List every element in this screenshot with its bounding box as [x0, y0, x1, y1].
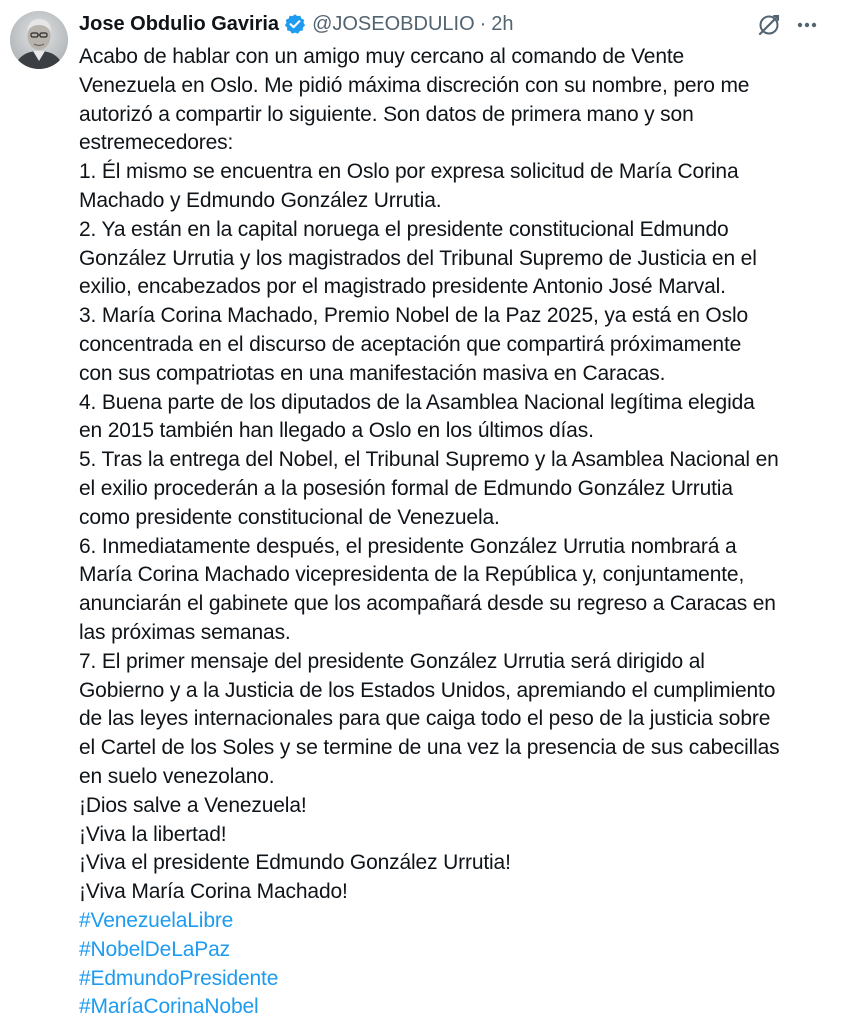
tweet-text-line: autorizó a compartir lo siguiente. Son datos de primera mano y son	[79, 102, 694, 126]
verified-badge-icon[interactable]	[284, 13, 306, 35]
tweet-text-line: de las leyes internacionales para que caiga todo el peso de la justicia sobre	[79, 707, 771, 731]
tweet-text	[79, 43, 831, 1022]
tweet-text-line: con sus compatriotas en una manifestación masiva en Caracas.	[79, 361, 666, 385]
tweet-text-line: Gobierno y a la Justicia de los Estados Unidos, apremiando el cumplimiento	[79, 678, 776, 702]
tweet-text-line: concentrada en el discurso de aceptación que compartirá próximamente	[79, 332, 742, 356]
tweet-text-line: 7. El primer mensaje del presidente González Urrutia será dirigido al	[79, 649, 705, 673]
tweet-text-line: 5. Tras la entrega del Nobel, el Tribunal Supremo y la Asamblea Nacional en	[79, 448, 779, 472]
avatar[interactable]	[10, 11, 68, 69]
hashtag-link[interactable]: #EdmundoPresidente	[79, 966, 279, 990]
author-handle[interactable]: @JOSEOBDULIO	[312, 12, 475, 35]
tweet-text-line: anunciarán el gabinete que los acompañará desde su regreso a Caracas en	[79, 592, 776, 616]
tweet-text-line: ¡Viva el presidente Edmundo González Urrutia!	[79, 851, 511, 875]
hashtag-link[interactable]: #MaríaCorinaNobel	[79, 995, 259, 1019]
author-display-name[interactable]: Jose Obdulio Gaviria	[79, 12, 280, 35]
tweet-text-line: María Corina Machado vicepresidenta de la República y, conjuntamente,	[79, 563, 745, 587]
tweet-text-line: las próximas semanas.	[79, 620, 291, 644]
hashtag-link[interactable]: #VenezuelaLibre	[79, 908, 234, 932]
tweet-text-line: 6. Inmediatamente después, el presidente González Urrutia nombrará a	[79, 534, 737, 558]
tweet-text-line: estremecedores:	[79, 131, 234, 155]
tweet-text-line: Acabo de hablar con un amigo muy cercano al comando de Vente	[79, 45, 685, 68]
tweet-text-line: como presidente constitucional de Venezuela.	[79, 505, 500, 529]
separator-dot: ·	[479, 12, 487, 35]
more-options-icon	[794, 12, 820, 38]
tweet-text-line: 4. Buena parte de los diputados de la Asamblea Nacional legítima elegida	[79, 390, 755, 414]
avatar-portrait-icon	[10, 11, 68, 69]
tweet-text-line: Venezuela en Oslo. Me pidió máxima discreción con su nombre, pero me	[79, 73, 750, 97]
more-options-button[interactable]	[794, 12, 820, 38]
tweet-text-line: ¡Viva María Corina Machado!	[79, 880, 348, 904]
tweet-text-line: ¡Dios salve a Venezuela!	[79, 793, 307, 817]
tweet-text-line: en 2015 también han llegado a Oslo en los últimos días.	[79, 419, 594, 443]
tweet-text-line: 3. María Corina Machado, Premio Nobel de la Paz 2025, ya está en Oslo	[79, 304, 749, 328]
tweet-text-line: el Cartel de los Soles y se termine de una vez la presencia de sus cabecillas	[79, 736, 780, 760]
hashtag-link[interactable]: #NobelDeLaPaz	[79, 937, 230, 961]
tweet-timestamp[interactable]: 2h	[491, 12, 514, 35]
tweet-text-line: 2. Ya están en la capital noruega el presidente constitucional Edmundo	[79, 217, 729, 241]
tweet-text-line: 1. Él mismo se encuentra en Oslo por expresa solicitud de María Corina	[79, 160, 739, 184]
grok-button[interactable]	[756, 12, 782, 38]
tweet-text-line: González Urrutia y los magistrados del Tribunal Supremo de Justicia en el	[79, 246, 757, 270]
tweet-text-line: el exilio procederán a la posesión formal de Edmundo González Urrutia	[79, 476, 733, 500]
tweet-text-line: ¡Viva la libertad!	[79, 822, 227, 846]
tweet-text-line: exilio, encabezados por el magistrado presidente Antonio José Marval.	[79, 275, 726, 299]
tweet-text-line: en suelo venezolano.	[79, 764, 275, 788]
tweet-text-line: Machado y Edmundo González Urrutia.	[79, 188, 442, 212]
tweet-header	[79, 10, 514, 38]
grok-icon	[756, 12, 782, 38]
